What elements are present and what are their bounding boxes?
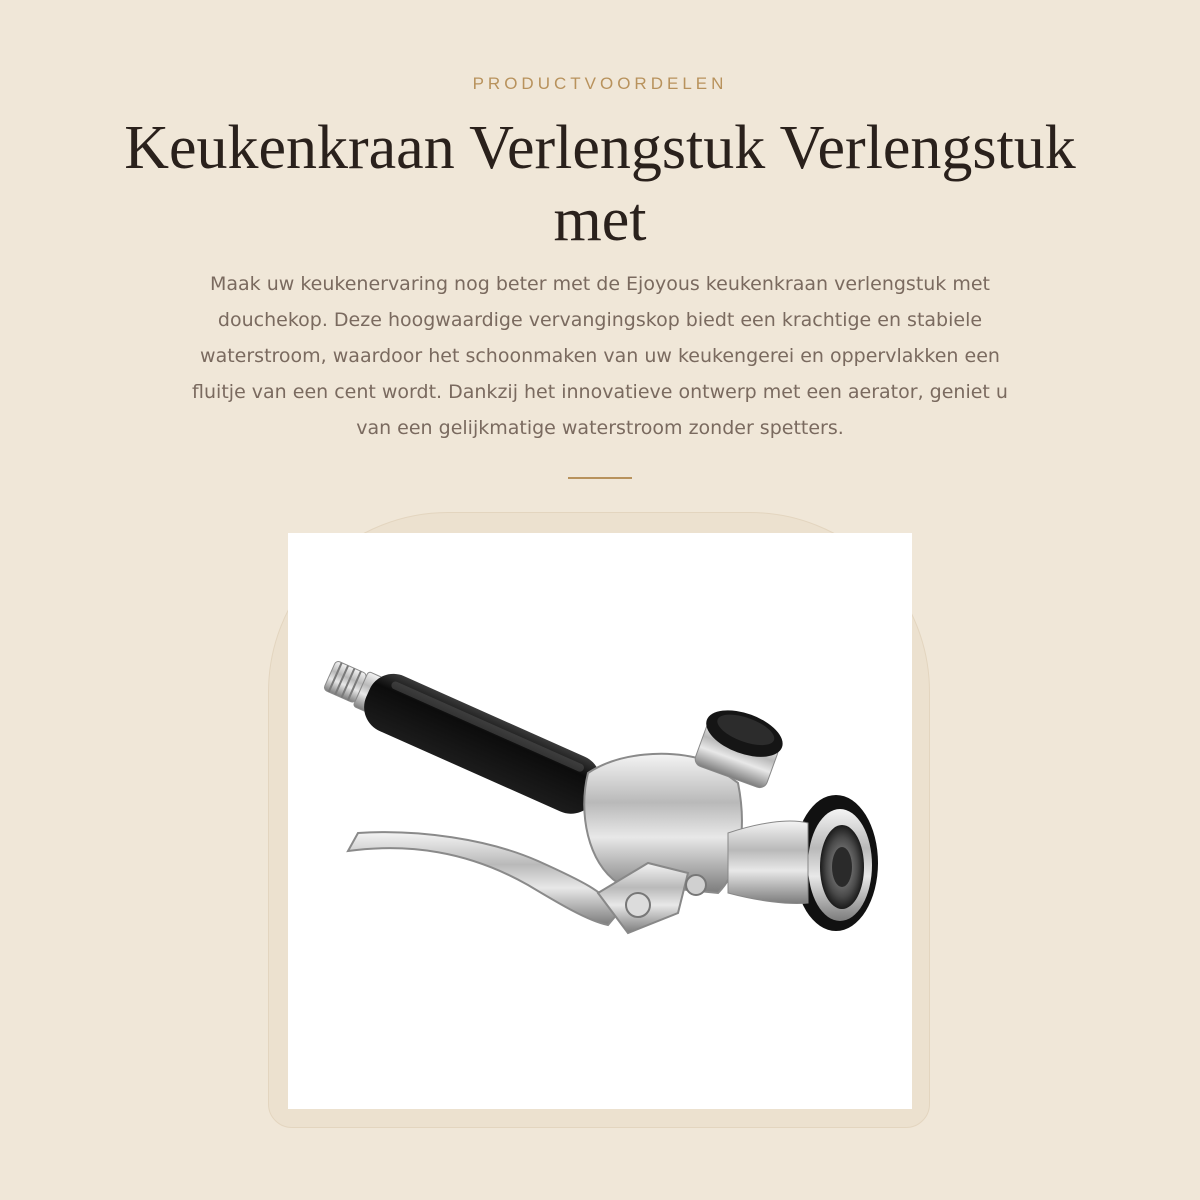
product-image — [288, 533, 912, 1109]
section-eyebrow: PRODUCTVOORDELEN — [472, 74, 728, 93]
section-title: Keukenkraan Verlengstuk Verlengstuk met — [124, 114, 1076, 254]
section-description: Maak uw keukenervaring nog beter met de Ejoyous keukenkraan verlengstuk met douchekop. Deze hoogwaardige vervangingskop biedt een krachtige en stabiele waterstroom, waardoor het schoonmaken van uw keukengerei en oppervlakken een fluitje van een cent wordt. Dankzij het innovatieve ontwerp met een aerator, geniet u van een gelijkmatige waterstroom zonder spetters. — [192, 273, 1008, 439]
divider — [568, 477, 632, 479]
spray-nozzle-icon — [288, 533, 912, 1109]
